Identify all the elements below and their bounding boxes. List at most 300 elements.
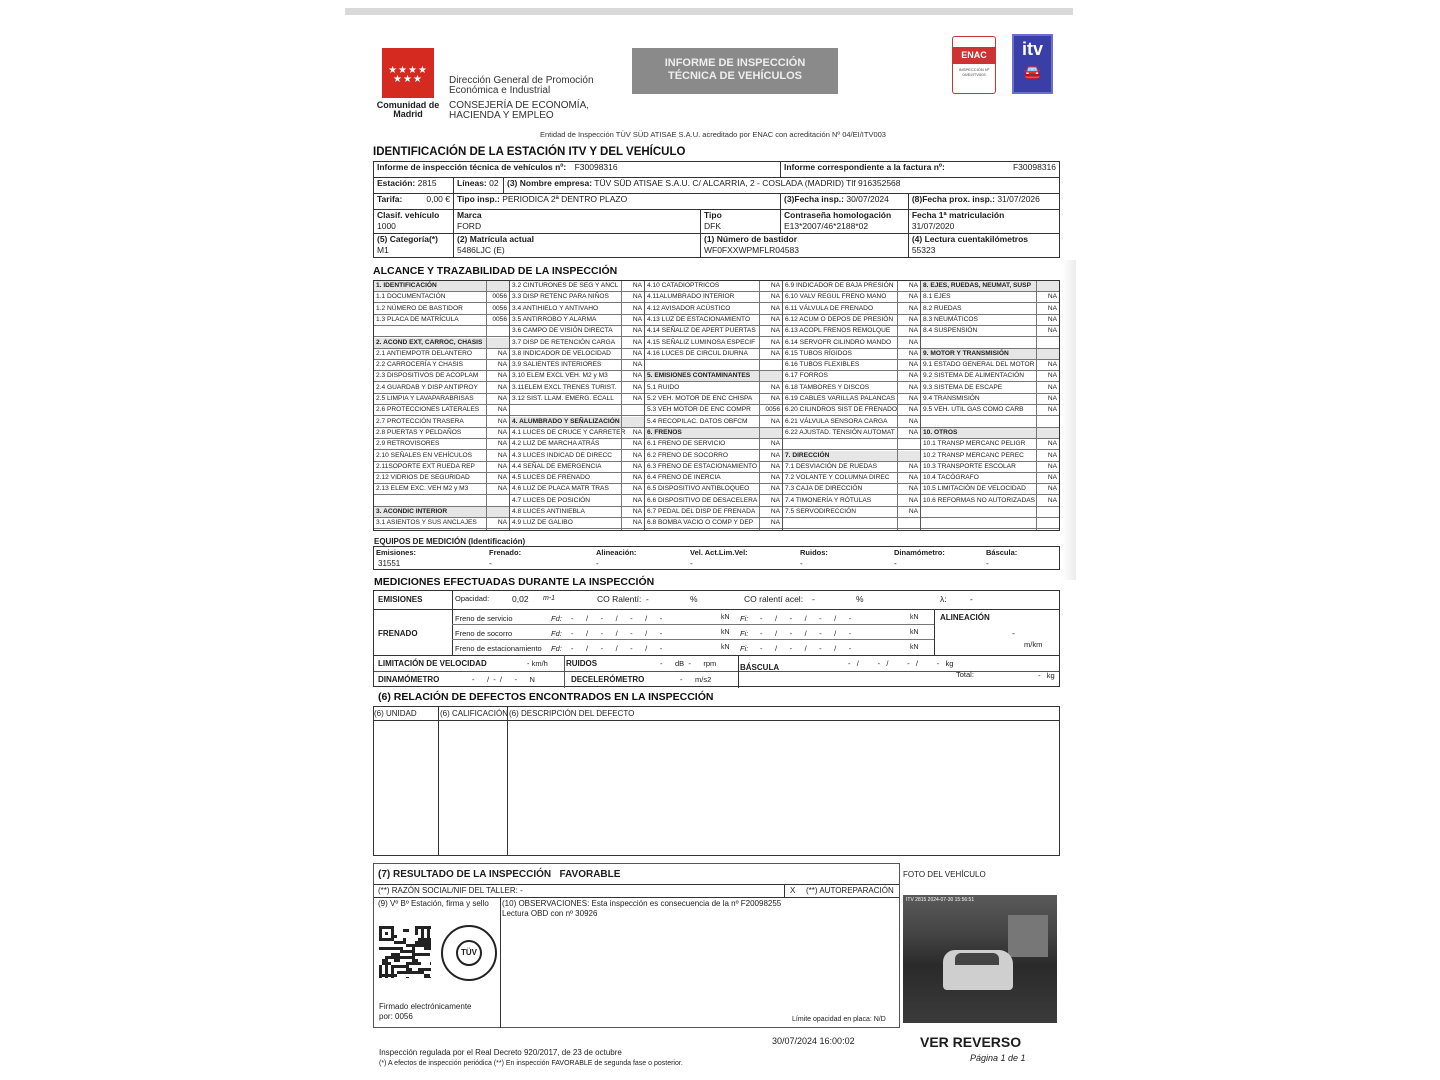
freno-side-label: Fi: xyxy=(740,614,749,623)
alcance-item xyxy=(374,304,509,315)
alcance-item-label xyxy=(921,339,923,346)
alcance-item-label: 2.3 DISPOSITIVOS DE ACOPLAM xyxy=(376,372,479,380)
alcance-item xyxy=(374,405,509,416)
fecha-insp-label: (3)Fecha insp.: xyxy=(783,194,844,204)
ruidos-label: RUIDOS xyxy=(566,659,598,668)
alcance-item xyxy=(374,326,509,337)
alcance-item-label: 8.2 RUEDAS xyxy=(923,304,962,312)
alcance-item xyxy=(921,349,1059,360)
alcance-item-code: NA xyxy=(497,372,507,380)
alcance-item xyxy=(374,292,509,303)
alcance-item-code: NA xyxy=(632,474,642,482)
freno-servicio-label: Freno de servicio xyxy=(455,614,513,623)
alcance-item xyxy=(645,383,782,394)
alcance-item xyxy=(645,496,782,507)
alcance-item-code: NA xyxy=(632,338,642,346)
alcance-item-label: 6.10 VALV REGUL FRENO MANO xyxy=(785,293,887,301)
alcance-item-code: NA xyxy=(497,349,507,357)
tipo-insp-value: PERIODICA 2ª DENTRO PLAZO xyxy=(502,194,628,204)
alcance-item xyxy=(510,473,644,484)
alcance-item-label: 3.10 ELEM EXCL VEH. M2 y M3 xyxy=(512,372,608,380)
alcance-item-code: NA xyxy=(632,383,642,391)
alcance-item xyxy=(921,394,1059,405)
equipo-label: Vel. Act.Lim.Vel: xyxy=(690,548,748,557)
alcance-item-label: 3.4 ANTIHIELO Y ANTIVAHO xyxy=(512,304,599,312)
photo-timestamp: ITV 2815 2024-07-30 15:56:51 xyxy=(906,897,975,903)
alcance-item-code: NA xyxy=(632,327,642,335)
alcance-item-label: 6.3 FRENO DE ESTACIONAMIENTO xyxy=(647,462,758,470)
alcance-item-code: NA xyxy=(632,462,642,470)
alcance-item-code: NA xyxy=(632,293,642,301)
alcance-item-label: 10.6 REFORMAS NO AUTORIZADAS xyxy=(923,496,1035,504)
alcance-item-code: NA xyxy=(632,485,642,493)
alcance-item xyxy=(921,338,1059,349)
alcance-item xyxy=(783,484,920,495)
alcance-item-label xyxy=(921,418,923,425)
alcance-item-label xyxy=(921,508,923,515)
clasif-label: Clasif. vehículo xyxy=(377,210,440,220)
matricula-value: 5486LJC (E) xyxy=(457,245,505,255)
empresa-value: TÜV SÜD ATISAE S.A.U. C/ ALCARRIA, 2 - COSLADA (MADRID) Tlf 916352568 xyxy=(594,178,901,188)
alcance-item-label: 6.22 AJUSTAD. TENSIÓN AUTOMAT xyxy=(785,428,895,436)
alcance-item-label: 3.6 CAMPO DE VISIÓN DIRECTA xyxy=(512,327,613,335)
alcance-item-label: 1.2 NÚMERO DE BASTIDOR xyxy=(376,304,463,312)
lineas-value: 02 xyxy=(489,178,499,188)
consejeria: CONSEJERÍA DE ECONOMÍA, HACIENDA Y EMPLEO xyxy=(449,100,590,121)
alcance-item-label: 4.2 LUZ DE MARCHA ATRÁS xyxy=(512,440,600,448)
tarifa-value: 0,00 € xyxy=(426,194,450,204)
alcance-item xyxy=(921,383,1059,394)
alcance-item-code: NA xyxy=(632,372,642,380)
matricula-label: (2) Matrícula actual xyxy=(457,234,534,244)
alcance-item xyxy=(645,428,782,439)
categoria-label: (5) Categoría(*) xyxy=(377,234,438,244)
alcance-item-label: 4.11ALUMBRADO INTERIOR xyxy=(647,293,735,301)
alcance-item xyxy=(510,507,644,518)
alcance-item xyxy=(510,360,644,371)
km-value: 55323 xyxy=(911,245,936,255)
alcance-grid xyxy=(373,280,1060,531)
alcance-item xyxy=(510,326,644,337)
co-ralenti-value: - xyxy=(646,594,649,604)
alcance-item xyxy=(921,304,1059,315)
obs-label: (10) OBSERVACIONES: xyxy=(502,899,590,908)
report-banner xyxy=(632,48,838,94)
freno-unit: kN xyxy=(910,629,919,636)
alcance-item-label: 4.16 LUCES DE CIRCUL DIURNA xyxy=(647,349,748,357)
alcance-item-code: NA xyxy=(632,282,642,289)
lambda-value: - xyxy=(970,594,973,604)
fecha-insp-value: 30/07/2024 xyxy=(846,194,889,204)
alcance-item-label: 4.9 LUZ DE GALIBO xyxy=(512,519,573,527)
autorep-check: X xyxy=(790,886,796,895)
freno-socorro-label: Freno de socorro xyxy=(455,629,513,638)
equipo-value: - xyxy=(894,559,897,568)
bascula-value: - / - / - / - kg xyxy=(848,659,954,668)
alcance-item-label: 6.9 INDICADOR DE BAJA PRESIÓN xyxy=(785,282,894,289)
alcance-item xyxy=(374,518,509,529)
alcance-item xyxy=(645,338,782,349)
alcance-item-code: NA xyxy=(770,315,780,323)
alcance-item-label: 6.15 TUBOS RÍGIDOS xyxy=(785,349,852,357)
alcance-item-label: 6.16 TUBOS FLEXIBLES xyxy=(785,361,860,369)
alcance-item xyxy=(921,507,1059,518)
alcance-item xyxy=(510,281,644,292)
alineacion-label: ALINEACIÓN xyxy=(940,613,990,622)
direccion-general: Dirección General de Promoción Económica e Industrial xyxy=(449,75,594,96)
freno-values: - / - / - / - xyxy=(760,629,852,638)
alcance-item-label: 9.4 TRANSMISIÓN xyxy=(923,395,980,402)
alcance-item xyxy=(510,371,644,382)
alcance-item-code: NA xyxy=(770,395,780,402)
unidad-header: (6) UNIDAD xyxy=(374,709,417,718)
alcance-item-label xyxy=(783,440,785,447)
alcance-item-label: 2.13 ELEM EXC. VEH M2 y M3 xyxy=(376,485,469,493)
lim-vel-label: LIMITACIÓN DE VELOCIDAD xyxy=(378,659,487,668)
alcance-item-code: NA xyxy=(770,462,780,470)
total-label: Total: xyxy=(956,670,974,679)
alcance-item xyxy=(510,315,644,326)
alcance-item xyxy=(510,439,644,450)
equipo-label: Dinamómetro: xyxy=(894,548,945,557)
alcance-item-code: NA xyxy=(908,485,918,493)
contrasena-label: Contraseña homologación xyxy=(783,210,892,220)
alcance-item-code: NA xyxy=(1047,304,1057,312)
alcance-item-label: 6.1 FRENO DE SERVICIO xyxy=(647,440,726,448)
freno-unit: kN xyxy=(721,629,730,636)
alcance-item-code: NA xyxy=(632,395,642,402)
estacion-value: 2815 xyxy=(417,178,437,188)
freno-unit: kN xyxy=(721,614,730,621)
total-value: - kg xyxy=(1038,671,1055,680)
alcance-item xyxy=(374,439,509,450)
alcance-item-label: 9.1 ESTADO GENERAL DEL MOTOR xyxy=(923,361,1035,369)
alcance-item-code: NA xyxy=(908,428,918,436)
calificacion-header: (6) CALIFICACIÓN xyxy=(440,709,509,718)
alcance-item-code: NA xyxy=(908,395,918,402)
alcance-item xyxy=(921,326,1059,337)
alcance-item-code: NA xyxy=(1047,395,1057,402)
tarifa-label: Tarifa: xyxy=(377,194,403,204)
alcance-item xyxy=(921,405,1059,416)
taller-label: (**) RAZÓN SOCIAL/NIF DEL TALLER: - xyxy=(378,886,523,895)
alcance-item-code: NA xyxy=(632,349,642,357)
alcance-item xyxy=(510,338,644,349)
alcance-item-label: 5.4 RECOPILAC. DATOS OBFCM xyxy=(647,417,748,425)
alcance-item-code: NA xyxy=(632,304,642,312)
alcance-item xyxy=(374,473,509,484)
factura-label: Informe correspondiente a la factura nº: xyxy=(783,162,945,172)
alcance-item-label: 4.6 LUZ DE PLACA MATR TRAS xyxy=(512,485,609,493)
freno-values: - / - / - / - xyxy=(571,644,663,653)
estacion-label: Estación: xyxy=(377,178,416,188)
alcance-item xyxy=(374,371,509,382)
dinamometro-value: - / - / - N xyxy=(472,675,535,684)
alcance-item xyxy=(645,473,782,484)
alcance-item-label: 10.5 LIMITACIÓN DE VELOCIDAD xyxy=(923,485,1026,493)
alcance-item-label: 6.8 BOMBA VACIO O COMP Y DEP xyxy=(647,519,754,527)
empresa-label: (3) Nombre empresa: xyxy=(507,178,593,188)
fecha-prox-value: 31/07/2026 xyxy=(997,194,1040,204)
alcance-item xyxy=(645,507,782,518)
alcance-item-code: NA xyxy=(770,474,780,482)
code-divider xyxy=(897,281,898,530)
alcance-col-5 xyxy=(921,281,1059,530)
alcance-item-label: 4.3 LUCES INDICAD DE DIRECC xyxy=(512,451,613,459)
alcance-item-code: NA xyxy=(770,327,780,335)
resultado-label: (7) RESULTADO DE LA INSPECCIÓN xyxy=(378,869,552,880)
alcance-item-code: NA xyxy=(770,485,780,493)
fecha-prox-label: (8)Fecha prox. insp.: xyxy=(911,194,995,204)
alcance-item-code: 0056 xyxy=(492,304,507,312)
alcance-item-label xyxy=(510,406,512,413)
alcance-item xyxy=(921,439,1059,450)
alcance-item xyxy=(921,473,1059,484)
equipos-title: EQUIPOS DE MEDICIÓN (Identificación) xyxy=(374,537,526,546)
fecha-mat-value: 31/07/2020 xyxy=(911,221,955,231)
nota-pie: (*) A efectos de inspección periódica (**) En inspección FAVORABLE de segunda fase o posterior. xyxy=(379,1060,683,1067)
alcance-item xyxy=(783,383,920,394)
alcance-item-label: 3.12 SIST. LLAM. EMERG. ECALL xyxy=(512,395,614,402)
alcance-item-code: NA xyxy=(1047,315,1057,323)
equipo-label: Báscula: xyxy=(986,548,1018,557)
equipo-label: Frenado: xyxy=(489,548,522,557)
alcance-item-label: 4. ALUMBRADO Y SEÑALIZACIÓN xyxy=(512,417,620,425)
alcance-item-code: NA xyxy=(908,474,918,482)
bascula-label: BÁSCULA xyxy=(740,663,780,672)
alcance-item xyxy=(921,315,1059,326)
freno-side-label: Fi: xyxy=(740,644,749,653)
alcance-item xyxy=(783,405,920,416)
alcance-item-code: NA xyxy=(770,508,780,515)
alcance-item-label: 6.20 CILINDROS SIST DE FRENADO xyxy=(785,406,898,414)
alcance-item xyxy=(510,304,644,315)
fecha-hora: 30/07/2024 16:00:02 xyxy=(772,1036,855,1046)
alcance-item xyxy=(645,371,782,382)
alcance-item xyxy=(645,462,782,473)
alcance-item xyxy=(374,451,509,462)
marca-label: Marca xyxy=(457,210,482,220)
alcance-item-label: 6.12 ACUM O DEPOS DE PRESIÓN xyxy=(785,315,894,323)
alcance-item-label: 6.11 VÁLVULA DE FRENADO xyxy=(785,304,874,312)
alcance-item-code: NA xyxy=(908,496,918,504)
autorep-label: (**) AUTOREPARACIÓN xyxy=(806,886,894,895)
equipo-label: Ruidos: xyxy=(800,548,828,557)
alcance-item-label: 6.2 FRENO DE SOCORRO xyxy=(647,451,728,459)
alcance-item xyxy=(510,405,644,416)
alcance-item-code: NA xyxy=(908,372,918,380)
alcance-item-code: NA xyxy=(632,361,642,369)
opacidad-unit: m-1 xyxy=(543,595,556,602)
alcance-item-label: 6.17 FORROS xyxy=(785,372,828,380)
alcance-item xyxy=(921,417,1059,428)
alcance-item-code: NA xyxy=(497,406,507,414)
freno-values: - / - / - / - xyxy=(760,644,852,653)
dinamometro-label: DINAMÓMETRO xyxy=(378,675,440,684)
alcance-item-label: 4.10 CATADIOPTRICOS xyxy=(647,282,720,289)
alcance-item-code: 0056 xyxy=(765,406,780,414)
alcance-item-label: 2.11SOPORTE EXT RUEDA REP xyxy=(376,462,475,470)
informe-label: Informe de inspección técnica de vehículos nº: xyxy=(377,162,567,172)
alcance-item xyxy=(645,349,782,360)
tuv-stamp-text: TÜV xyxy=(456,940,482,966)
alcance-item-code: NA xyxy=(497,451,507,459)
alcance-item-label: 4.14 SEÑALIZ DE APERT PUERTAS xyxy=(647,327,756,335)
alcance-item-label: 7.4 TIMONERÍA Y RÓTULAS xyxy=(785,496,872,504)
logo-stars: ★★★★ ★★★ xyxy=(388,65,428,85)
scan-shadow xyxy=(1062,260,1076,580)
alcance-item-label: 10.4 TACÓGRAFO xyxy=(923,474,979,482)
tipo-label: Tipo xyxy=(703,210,722,220)
comunidad-label: Comunidad de Madrid xyxy=(376,100,440,119)
alcance-item-label: 6.21 VÁLVULA SENSORA CARGA xyxy=(785,417,888,425)
factura-value: F30098316 xyxy=(1012,162,1056,172)
alcance-item-code: NA xyxy=(632,440,642,448)
alcance-item xyxy=(645,394,782,405)
alcance-item-code: NA xyxy=(908,462,918,470)
alcance-item-code: NA xyxy=(908,349,918,357)
alcance-item-label: 3.8 INDICADOR DE VELOCIDAD xyxy=(512,349,611,357)
foto-label: FOTO DEL VEHÍCULO xyxy=(903,870,986,879)
alcance-item-code: NA xyxy=(1047,451,1057,459)
bastidor-value: WF0FXXWPMFLR04583 xyxy=(703,245,799,255)
alcance-item-label: 8. EJES, RUEDAS, NEUMAT, SUSP xyxy=(923,282,1031,289)
alcance-item-code: NA xyxy=(1047,406,1057,414)
photo-car-window xyxy=(955,953,999,965)
alcance-item-code: NA xyxy=(632,508,642,515)
alcance-item-label: 2.7 PROTECCIÓN TRASERA xyxy=(376,417,464,425)
co-acel-value: - xyxy=(812,594,815,604)
alcance-item xyxy=(374,417,509,428)
tuv-stamp xyxy=(441,925,497,981)
alcance-item-code: NA xyxy=(497,474,507,482)
alcance-item xyxy=(921,451,1059,462)
alcance-item-code: NA xyxy=(497,417,507,425)
ver-reverso: VER REVERSO xyxy=(920,1034,1022,1050)
ident-table xyxy=(373,161,1060,258)
alcance-item xyxy=(374,281,509,292)
co-acel-label: CO ralentí acel: xyxy=(744,594,804,604)
alcance-item xyxy=(645,405,782,416)
co-ralenti-unit: % xyxy=(690,594,698,604)
alcance-item xyxy=(783,394,920,405)
clasif-value: 1000 xyxy=(377,221,396,231)
alcance-item-label: 6.19 CABLES VARILLAS PALANCAS xyxy=(785,395,896,402)
alcance-item-label: 6.14 SERVOFR CILINDRO MANDO xyxy=(785,338,892,346)
top-rule xyxy=(345,8,1073,15)
alcance-item xyxy=(783,507,920,518)
alcance-item xyxy=(510,383,644,394)
firmado-line-1: Firmado electrónicamente xyxy=(379,1002,472,1011)
alcance-col-4 xyxy=(783,281,921,530)
freno-values: - / - / - / - xyxy=(571,614,663,623)
ruidos-value: - dB - rpm xyxy=(660,659,717,668)
alcance-item-label: 7.3 CAJA DE DIRECCIÓN xyxy=(785,485,863,493)
freno-unit: kN xyxy=(910,614,919,621)
alcance-item-code: NA xyxy=(770,304,780,312)
alineacion-value: - xyxy=(1012,628,1015,638)
alcance-item xyxy=(510,451,644,462)
alcance-item xyxy=(510,417,644,428)
alcance-item-label: 6. FRENOS xyxy=(647,428,682,436)
alcance-item-label: 2.6 PROTECCIONES LATERALES xyxy=(376,406,480,414)
banner-line-1: INFORME DE INSPECCIÓN xyxy=(664,57,806,69)
co-ralenti-label: CO Ralentí: xyxy=(597,594,642,604)
freno-side-label: Fd: xyxy=(551,614,562,623)
equipos-box xyxy=(373,546,1060,570)
alcance-item-code: NA xyxy=(497,395,507,402)
freno-side-label: Fd: xyxy=(551,629,562,638)
alcance-item xyxy=(783,326,920,337)
alcance-item xyxy=(783,349,920,360)
alcance-item-label: 2.4 GUARDAB Y DISP ANTIPROY xyxy=(376,383,478,391)
freno-side-label: Fd: xyxy=(551,644,562,653)
alcance-item xyxy=(921,496,1059,507)
alcance-item-label: 6.7 PEDAL DEL DISP DE FRENADA xyxy=(647,508,756,515)
alcance-col-2 xyxy=(510,281,645,530)
alcance-item-label: 3.3 DISP RETENC PARA NIÑOS xyxy=(512,293,609,301)
alcance-item xyxy=(921,371,1059,382)
alcance-item-label: 1.1 DOCUMENTACIÓN xyxy=(376,293,446,301)
alcance-item xyxy=(783,473,920,484)
alcance-item-label: 3.7 DISP DE RETENCIÓN CARGA xyxy=(512,338,616,346)
fecha-mat-label: Fecha 1ª matriculación xyxy=(911,210,1005,220)
alcance-item-label: 5.1 RUIDO xyxy=(647,383,680,391)
alcance-item xyxy=(783,338,920,349)
alcance-item-label: 3. ACONDIC INTERIOR xyxy=(376,508,448,515)
equipo-value: - xyxy=(690,559,693,568)
equipo-value: - xyxy=(800,559,803,568)
observaciones xyxy=(502,899,781,908)
mediciones-title: MEDICIONES EFECTUADAS DURANTE LA INSPECCIÓN xyxy=(374,576,655,588)
equipo-value: - xyxy=(596,559,599,568)
enac-label: ENAC xyxy=(953,47,995,64)
alcance-item xyxy=(783,451,920,462)
alcance-item-label: 2.8 PUERTAS Y PELDAÑOS xyxy=(376,428,462,436)
alcance-item-label: 5. EMISIONES CONTAMINANTES xyxy=(647,372,751,380)
qr-code xyxy=(378,925,432,979)
alcance-item-label: 6.13 ACOPL FRENOS REMOLQUE xyxy=(785,327,891,335)
alcance-item-code: NA xyxy=(770,383,780,391)
alcance-item xyxy=(645,360,782,371)
vehicle-photo xyxy=(903,895,1057,1023)
equipo-value: - xyxy=(489,559,492,568)
frenado-label: FRENADO xyxy=(378,629,418,638)
alcance-item xyxy=(510,292,644,303)
decelerometro-label: DECELERÓMETRO xyxy=(571,675,645,684)
alcance-item xyxy=(645,484,782,495)
alcance-item-label: 10.1 TRANSP MERCANC PELIGR xyxy=(923,440,1026,448)
resultado-value: FAVORABLE xyxy=(559,869,621,880)
lim-vel-value: - km/h xyxy=(527,659,548,668)
code-divider xyxy=(621,281,622,530)
alcance-item-code: NA xyxy=(770,417,780,425)
alcance-item-label: 4.8 LUCES ANTINIEBLA xyxy=(512,508,585,515)
defectos-table xyxy=(373,706,1060,856)
alcance-item-label xyxy=(645,361,647,368)
alcance-item-label: 2. ACOND EXT, CARROC, CHASIS xyxy=(376,338,483,346)
alcance-item-label: 3.11ELEM EXCL TRENES TURIST. xyxy=(512,383,617,391)
alcance-item-label: 8.1 EJES xyxy=(923,293,951,301)
lambda-label: λ: xyxy=(940,594,947,604)
emisiones-label: EMISIONES xyxy=(378,595,423,604)
alcance-item xyxy=(510,349,644,360)
alcance-item xyxy=(783,518,920,529)
defectos-title: (6) RELACIÓN DE DEFECTOS ENCONTRADOS EN LA INSPECCIÓN xyxy=(378,691,714,703)
alcance-item-code: NA xyxy=(497,428,507,436)
alcance-item-code: NA xyxy=(908,293,918,301)
freno-values: - / - / - / - xyxy=(760,614,852,623)
